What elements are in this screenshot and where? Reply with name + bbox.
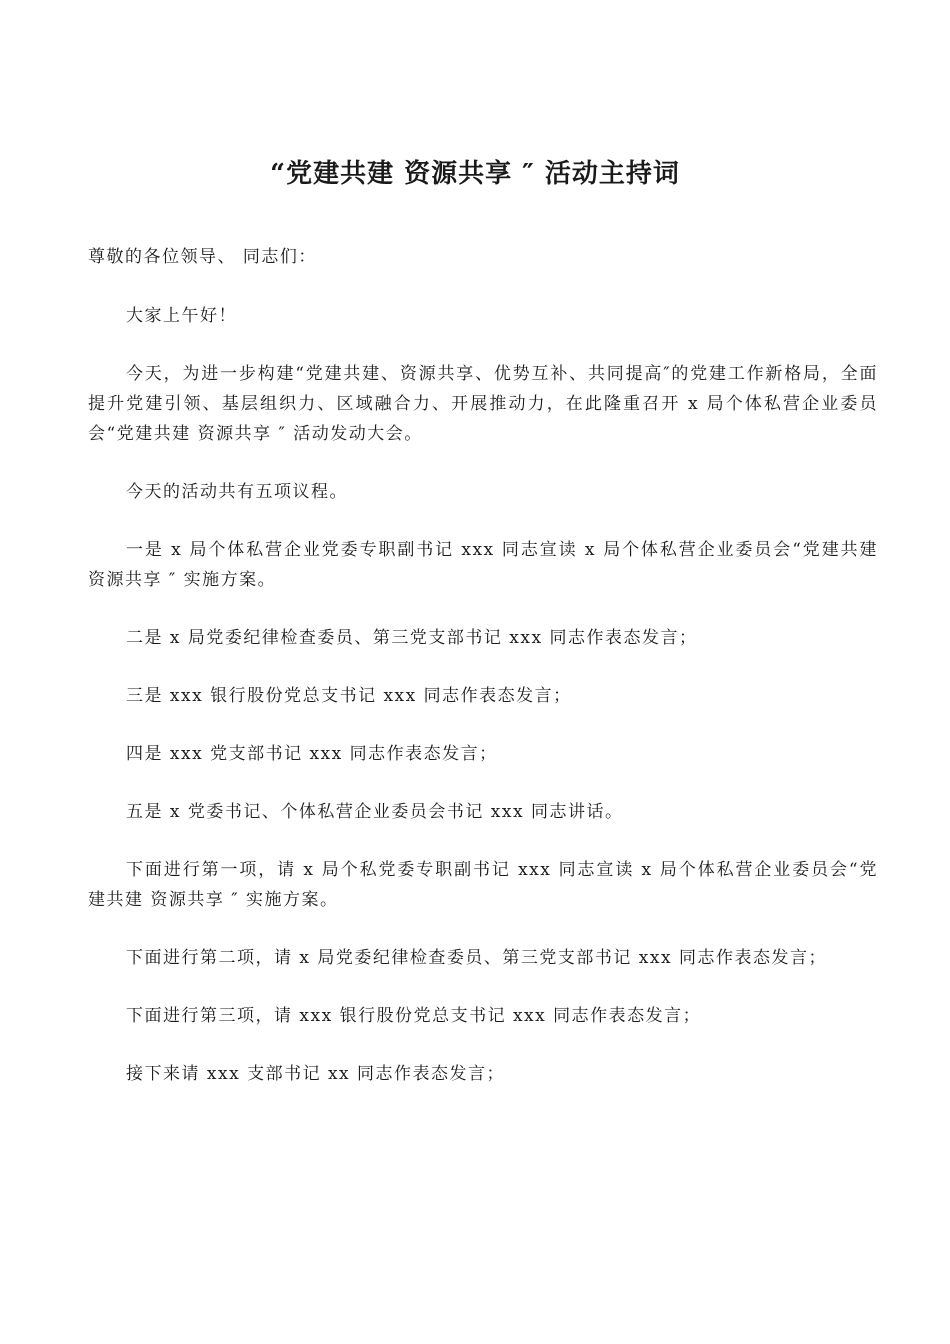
salutation: 尊敬的各位领导、 同志们： (88, 247, 317, 267)
paragraph-greeting: 大家上午好！ (126, 306, 237, 326)
paragraph-proceed-2: 下面进行第二项，请 x 局党委纪律检查委员、第三党支部书记 xxx 同志作表态发言； (126, 948, 827, 968)
paragraph-agenda-item-1: 一是 x 局个体私营企业党委专职副书记 xxx 同志宣读 x 局个体私营企业委员会“党建共建 资源共享 ″ 实施方案。 (88, 540, 878, 590)
paragraph-proceed-1: 下面进行第一项，请 x 局个私党委专职副书记 xxx 同志宣读 x 局个体私营企业委员会“党建共建 资源共享 ″ 实施方案。 (88, 860, 878, 910)
paragraph-proceed-4: 接下来请 xxx 支部书记 xx 同志作表态发言； (126, 1064, 506, 1084)
paragraph-agenda-item-3: 三是 xxx 银行股份党总支书记 xxx 同志作表态发言； (126, 686, 572, 706)
document-title: “党建共建 资源共享 ″ 活动主持词 (270, 159, 680, 189)
paragraph-agenda-item-5: 五是 x 党委书记、个体私营企业委员会书记 xxx 同志讲话。 (126, 802, 624, 822)
paragraph-agenda-intro: 今天的活动共有五项议程。 (126, 482, 348, 502)
paragraph-intro: 今天，为进一步构建“党建共建、资源共享、优势互补、共同提高″的党建工作新格局，全面提升党建引领、基层组织力、区域融合力、开展推动力，在此隆重召开 x 局个体私营企业委员会“党建共建 资源共享 ″ 活动发动大会。 (88, 364, 878, 444)
paragraph-agenda-item-2: 二是 x 局党委纪律检查委员、第三党支部书记 xxx 同志作表态发言； (126, 628, 698, 648)
paragraph-proceed-3: 下面进行第三项，请 xxx 银行股份党总支书记 xxx 同志作表态发言； (126, 1006, 702, 1026)
paragraph-agenda-item-4: 四是 xxx 党支部书记 xxx 同志作表态发言； (126, 744, 498, 764)
document-body (88, 242, 878, 1117)
